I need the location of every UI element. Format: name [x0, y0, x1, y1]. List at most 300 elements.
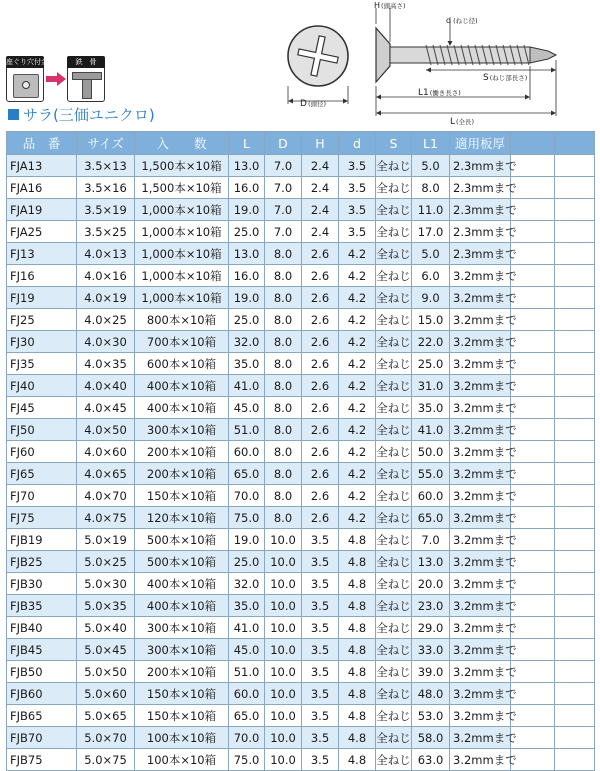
cell-blank [511, 265, 555, 287]
cell-d-head: 10.0 [265, 595, 302, 617]
cell-d-head: 10.0 [265, 661, 302, 683]
cell-h: 2.6 [302, 375, 339, 397]
cell-plate-thickness: 3.2mmまで [450, 419, 511, 441]
countersunk-plate-graphic [13, 74, 39, 98]
cell-l1: 50.0 [412, 441, 450, 463]
cell-d-thread: 4.2 [339, 485, 376, 507]
cell-blank [511, 617, 555, 639]
cell-l: 70.0 [229, 485, 265, 507]
steel-beam-graphic [72, 72, 100, 98]
cell-quantity: 200本×10箱 [135, 441, 229, 463]
cell-blank [511, 375, 555, 397]
cell-d-head: 10.0 [265, 683, 302, 705]
cell-l: 19.0 [229, 529, 265, 551]
cell-blank [555, 683, 595, 705]
cell-s: 全ねじ [376, 485, 412, 507]
cell-product-code: FJ70 [7, 485, 77, 507]
cell-blank [511, 309, 555, 331]
cell-s: 全ねじ [376, 353, 412, 375]
cell-d-thread: 4.2 [339, 463, 376, 485]
cell-quantity: 1,500本×10箱 [135, 177, 229, 199]
table-row [7, 265, 595, 287]
cell-product-code: FJ16 [7, 265, 77, 287]
cell-d-thread: 4.8 [339, 661, 376, 683]
cell-blank [511, 683, 555, 705]
cell-l1: 17.0 [412, 221, 450, 243]
cell-l1: 6.0 [412, 265, 450, 287]
table-row [7, 485, 595, 507]
cell-s: 全ねじ [376, 705, 412, 727]
cell-size: 4.0×40 [77, 375, 135, 397]
table-row [7, 595, 595, 617]
cell-size: 5.0×40 [77, 617, 135, 639]
cell-blank [511, 353, 555, 375]
cell-l: 75.0 [229, 749, 265, 771]
cell-l1: 60.0 [412, 485, 450, 507]
cell-h: 2.6 [302, 353, 339, 375]
cell-blank [511, 639, 555, 661]
cell-product-code: FJ13 [7, 243, 77, 265]
cell-blank [555, 155, 595, 177]
cell-d-thread: 4.2 [339, 397, 376, 419]
cell-l: 51.0 [229, 419, 265, 441]
cell-product-code: FJ75 [7, 507, 77, 529]
cell-d-thread: 4.8 [339, 749, 376, 771]
cell-product-code: FJB40 [7, 617, 77, 639]
cell-size: 5.0×35 [77, 595, 135, 617]
cell-d-thread: 4.2 [339, 243, 376, 265]
cell-product-code: FJ45 [7, 397, 77, 419]
h-label: H(頭高さ) [374, 1, 406, 10]
header-quantity: 入 数 [135, 132, 229, 155]
cell-l1: 63.0 [412, 749, 450, 771]
cell-plate-thickness: 3.2mmまで [450, 617, 511, 639]
cell-quantity: 500本×10箱 [135, 551, 229, 573]
screw-spec-table [6, 131, 595, 771]
cell-quantity: 120本×10箱 [135, 507, 229, 529]
cell-h: 3.5 [302, 661, 339, 683]
table-row [7, 441, 595, 463]
cell-blank [511, 463, 555, 485]
cell-d-thread: 4.2 [339, 419, 376, 441]
cell-h: 3.5 [302, 749, 339, 771]
cell-product-code: FJB50 [7, 661, 77, 683]
table-row [7, 331, 595, 353]
cell-quantity: 1,000本×10箱 [135, 265, 229, 287]
table-row [7, 463, 595, 485]
cell-l1: 13.0 [412, 551, 450, 573]
cell-s: 全ねじ [376, 331, 412, 353]
cell-h: 2.6 [302, 485, 339, 507]
cell-s: 全ねじ [376, 265, 412, 287]
cell-plate-thickness: 3.2mmまで [450, 661, 511, 683]
arrow-right-icon [46, 72, 66, 86]
cell-d-thread: 3.5 [339, 199, 376, 221]
l-label: L(全長) [450, 117, 475, 127]
cell-size: 4.0×19 [77, 287, 135, 309]
countersunk-hardware-icon [6, 56, 55, 102]
cell-product-code: FJA25 [7, 221, 77, 243]
cell-quantity: 1,000本×10箱 [135, 243, 229, 265]
cell-l1: 8.0 [412, 177, 450, 199]
cell-quantity: 200本×10箱 [135, 463, 229, 485]
table-row [7, 639, 595, 661]
cell-product-code: FJA16 [7, 177, 77, 199]
cell-blank [511, 177, 555, 199]
cell-h: 3.5 [302, 573, 339, 595]
cell-l1: 31.0 [412, 375, 450, 397]
cell-plate-thickness: 3.2mmまで [450, 287, 511, 309]
cell-d-head: 10.0 [265, 529, 302, 551]
cell-d-head: 10.0 [265, 705, 302, 727]
cell-h: 2.6 [302, 265, 339, 287]
steel-frame-icon [67, 56, 105, 102]
table-row [7, 287, 595, 309]
cell-quantity: 800本×10箱 [135, 309, 229, 331]
cell-l1: 5.0 [412, 243, 450, 265]
section-title [8, 104, 155, 124]
cell-blank [555, 265, 595, 287]
table-row [7, 199, 595, 221]
cell-product-code: FJB75 [7, 749, 77, 771]
cell-blank [511, 331, 555, 353]
cell-size: 5.0×75 [77, 749, 135, 771]
cell-d-thread: 4.8 [339, 705, 376, 727]
cell-d-head: 8.0 [265, 375, 302, 397]
cell-l1: 65.0 [412, 507, 450, 529]
cell-blank [511, 573, 555, 595]
cell-product-code: FJ60 [7, 441, 77, 463]
cell-quantity: 500本×10箱 [135, 529, 229, 551]
table-row [7, 529, 595, 551]
cell-d-head: 7.0 [265, 177, 302, 199]
cell-l: 45.0 [229, 397, 265, 419]
cell-quantity: 1,000本×10箱 [135, 287, 229, 309]
cell-d-head: 7.0 [265, 221, 302, 243]
cell-plate-thickness: 3.2mmまで [450, 265, 511, 287]
cell-s: 全ねじ [376, 573, 412, 595]
cell-size: 4.0×25 [77, 309, 135, 331]
cell-plate-thickness: 3.2mmまで [450, 507, 511, 529]
cell-d-head: 8.0 [265, 397, 302, 419]
cell-l1: 9.0 [412, 287, 450, 309]
screw-head-top-view [288, 26, 348, 86]
cell-h: 3.5 [302, 595, 339, 617]
cell-s: 全ねじ [376, 221, 412, 243]
table-row [7, 749, 595, 771]
table-row [7, 507, 595, 529]
cell-quantity: 1,000本×10箱 [135, 221, 229, 243]
cell-d-head: 8.0 [265, 287, 302, 309]
cell-quantity: 300本×10箱 [135, 617, 229, 639]
cell-d-thread: 4.2 [339, 331, 376, 353]
cell-blank [511, 397, 555, 419]
cell-blank [555, 463, 595, 485]
cell-blank [555, 727, 595, 749]
cell-plate-thickness: 3.2mmまで [450, 573, 511, 595]
screw-dimension-drawing [280, 0, 600, 126]
cell-quantity: 150本×10箱 [135, 485, 229, 507]
cell-product-code: FJA13 [7, 155, 77, 177]
cell-s: 全ねじ [376, 419, 412, 441]
cell-quantity: 150本×10箱 [135, 683, 229, 705]
cell-s: 全ねじ [376, 683, 412, 705]
countersunk-hardware-label: 座ぐり穴付金物 [6, 58, 55, 66]
section-title-text: サラ(三価ユニクロ) [23, 105, 155, 124]
cell-blank [511, 419, 555, 441]
cell-blank [555, 551, 595, 573]
cell-blank [555, 639, 595, 661]
cell-l: 65.0 [229, 705, 265, 727]
cell-size: 5.0×70 [77, 727, 135, 749]
cell-s: 全ねじ [376, 463, 412, 485]
cell-l1: 11.0 [412, 199, 450, 221]
heading-square-icon [8, 109, 19, 120]
cell-product-code: FJB35 [7, 595, 77, 617]
steel-frame-label: 鉄 骨 [67, 56, 105, 68]
cell-d-head: 8.0 [265, 243, 302, 265]
table-body [7, 155, 595, 771]
cell-plate-thickness: 3.2mmまで [450, 309, 511, 331]
cell-plate-thickness: 3.2mmまで [450, 375, 511, 397]
cell-d-head: 8.0 [265, 485, 302, 507]
cell-blank [511, 705, 555, 727]
cell-blank [555, 419, 595, 441]
cell-d-thread: 3.5 [339, 155, 376, 177]
cell-l1: 20.0 [412, 573, 450, 595]
cell-d-head: 8.0 [265, 265, 302, 287]
cell-s: 全ねじ [376, 155, 412, 177]
cell-blank [555, 507, 595, 529]
cell-blank [555, 661, 595, 683]
cell-s: 全ねじ [376, 441, 412, 463]
cell-l: 35.0 [229, 353, 265, 375]
header-blank-1 [511, 132, 555, 155]
table-row [7, 683, 595, 705]
cell-h: 2.6 [302, 507, 339, 529]
cell-l1: 39.0 [412, 661, 450, 683]
cell-plate-thickness: 2.3mmまで [450, 199, 511, 221]
cell-h: 2.4 [302, 221, 339, 243]
cell-l1: 33.0 [412, 639, 450, 661]
cell-product-code: FJB19 [7, 529, 77, 551]
cell-d-thread: 4.2 [339, 507, 376, 529]
cell-d-head: 10.0 [265, 551, 302, 573]
cell-d-thread: 4.8 [339, 595, 376, 617]
cell-h: 2.4 [302, 199, 339, 221]
cell-d-head: 10.0 [265, 639, 302, 661]
cell-quantity: 400本×10箱 [135, 375, 229, 397]
cell-l: 70.0 [229, 727, 265, 749]
cell-l1: 22.0 [412, 331, 450, 353]
cell-blank [511, 727, 555, 749]
cell-size: 4.0×45 [77, 397, 135, 419]
cell-blank [511, 551, 555, 573]
cell-blank [511, 485, 555, 507]
cell-plate-thickness: 3.2mmまで [450, 353, 511, 375]
cell-plate-thickness: 3.2mmまで [450, 463, 511, 485]
cell-l: 19.0 [229, 287, 265, 309]
cell-l: 25.0 [229, 309, 265, 331]
cell-d-head: 8.0 [265, 331, 302, 353]
cell-l1: 41.0 [412, 419, 450, 441]
cell-s: 全ねじ [376, 397, 412, 419]
table-row [7, 353, 595, 375]
cell-h: 3.5 [302, 639, 339, 661]
cell-size: 4.0×65 [77, 463, 135, 485]
cell-plate-thickness: 3.2mmまで [450, 595, 511, 617]
cell-d-head: 8.0 [265, 309, 302, 331]
cell-quantity: 200本×10箱 [135, 661, 229, 683]
header-d-head: D [265, 132, 302, 155]
header-h: H [302, 132, 339, 155]
cell-plate-thickness: 3.2mmまで [450, 397, 511, 419]
cell-blank [555, 397, 595, 419]
cell-plate-thickness: 3.2mmまで [450, 551, 511, 573]
table-row [7, 155, 595, 177]
cell-size: 4.0×16 [77, 265, 135, 287]
cell-blank [555, 309, 595, 331]
cell-h: 2.6 [302, 287, 339, 309]
cell-d-thread: 4.8 [339, 727, 376, 749]
cell-l: 41.0 [229, 617, 265, 639]
cell-h: 3.5 [302, 551, 339, 573]
cell-blank [555, 177, 595, 199]
cell-d-thread: 4.8 [339, 529, 376, 551]
header-size: サイズ [77, 132, 135, 155]
table-row [7, 573, 595, 595]
table-row [7, 309, 595, 331]
table-row [7, 705, 595, 727]
cell-h: 3.5 [302, 727, 339, 749]
cell-d-thread: 4.8 [339, 617, 376, 639]
cell-blank [555, 749, 595, 771]
cell-s: 全ねじ [376, 595, 412, 617]
cell-blank [511, 199, 555, 221]
cell-l1: 7.0 [412, 529, 450, 551]
cell-blank [555, 287, 595, 309]
cell-d-head: 8.0 [265, 463, 302, 485]
table-row [7, 551, 595, 573]
cell-l: 51.0 [229, 661, 265, 683]
cell-quantity: 100本×10箱 [135, 749, 229, 771]
header-d-thread: d [339, 132, 376, 155]
cell-l1: 53.0 [412, 705, 450, 727]
cell-d-thread: 4.2 [339, 265, 376, 287]
header-blank-2 [555, 132, 595, 155]
cell-d-thread: 3.5 [339, 177, 376, 199]
cell-l: 13.0 [229, 243, 265, 265]
cell-h: 2.6 [302, 397, 339, 419]
cell-d-head: 10.0 [265, 573, 302, 595]
cell-blank [555, 485, 595, 507]
table-row [7, 243, 595, 265]
cell-quantity: 100本×10箱 [135, 727, 229, 749]
cell-d-thread: 4.2 [339, 353, 376, 375]
cell-l1: 5.0 [412, 155, 450, 177]
cell-d-thread: 3.5 [339, 221, 376, 243]
cell-l: 65.0 [229, 463, 265, 485]
cell-l: 60.0 [229, 683, 265, 705]
cell-size: 5.0×60 [77, 683, 135, 705]
cell-d-head: 10.0 [265, 727, 302, 749]
table-row [7, 727, 595, 749]
cell-blank [555, 573, 595, 595]
cell-plate-thickness: 3.2mmまで [450, 727, 511, 749]
cell-product-code: FJ40 [7, 375, 77, 397]
cell-size: 4.0×35 [77, 353, 135, 375]
cell-l1: 29.0 [412, 617, 450, 639]
cell-h: 2.6 [302, 331, 339, 353]
cell-s: 全ねじ [376, 199, 412, 221]
screw-side-view [376, 28, 556, 82]
cell-d-thread: 4.8 [339, 573, 376, 595]
header-l: L [229, 132, 265, 155]
cell-h: 2.6 [302, 309, 339, 331]
cell-s: 全ねじ [376, 309, 412, 331]
cell-size: 5.0×45 [77, 639, 135, 661]
cell-quantity: 150本×10箱 [135, 705, 229, 727]
cell-product-code: FJ50 [7, 419, 77, 441]
cell-l: 16.0 [229, 265, 265, 287]
cell-quantity: 700本×10箱 [135, 331, 229, 353]
cell-d-thread: 4.2 [339, 375, 376, 397]
cell-blank [555, 243, 595, 265]
cell-size: 4.0×70 [77, 485, 135, 507]
cell-d-thread: 4.2 [339, 309, 376, 331]
cell-s: 全ねじ [376, 727, 412, 749]
cell-size: 5.0×19 [77, 529, 135, 551]
cell-plate-thickness: 3.2mmまで [450, 705, 511, 727]
table-row [7, 661, 595, 683]
cell-d-head: 10.0 [265, 749, 302, 771]
cell-blank [511, 529, 555, 551]
cell-l: 19.0 [229, 199, 265, 221]
cell-blank [555, 705, 595, 727]
cell-blank [555, 595, 595, 617]
cell-quantity: 400本×10箱 [135, 573, 229, 595]
cell-size: 3.5×16 [77, 177, 135, 199]
cell-h: 2.6 [302, 419, 339, 441]
cell-blank [511, 441, 555, 463]
cell-s: 全ねじ [376, 617, 412, 639]
cell-blank [555, 221, 595, 243]
cell-quantity: 1,500本×10箱 [135, 155, 229, 177]
cell-s: 全ねじ [376, 749, 412, 771]
header-plate-thickness: 適用板厚 [450, 132, 511, 155]
header-product-code: 品 番 [7, 132, 77, 155]
cell-product-code: FJ19 [7, 287, 77, 309]
cell-blank [511, 507, 555, 529]
cell-size: 4.0×50 [77, 419, 135, 441]
cell-l: 60.0 [229, 441, 265, 463]
l1-label: L1(働き長さ) [418, 88, 461, 98]
cell-product-code: FJB25 [7, 551, 77, 573]
cell-blank [511, 287, 555, 309]
cell-plate-thickness: 3.2mmまで [450, 749, 511, 771]
cell-blank [555, 199, 595, 221]
cell-quantity: 1,000本×10箱 [135, 199, 229, 221]
cell-size: 3.5×13 [77, 155, 135, 177]
cell-blank [511, 221, 555, 243]
cell-l: 41.0 [229, 375, 265, 397]
cell-plate-thickness: 3.2mmまで [450, 485, 511, 507]
s-label: S(ねじ部長さ) [483, 73, 528, 83]
cell-size: 5.0×30 [77, 573, 135, 595]
cell-l: 35.0 [229, 595, 265, 617]
cell-l: 25.0 [229, 221, 265, 243]
cell-h: 2.4 [302, 155, 339, 177]
